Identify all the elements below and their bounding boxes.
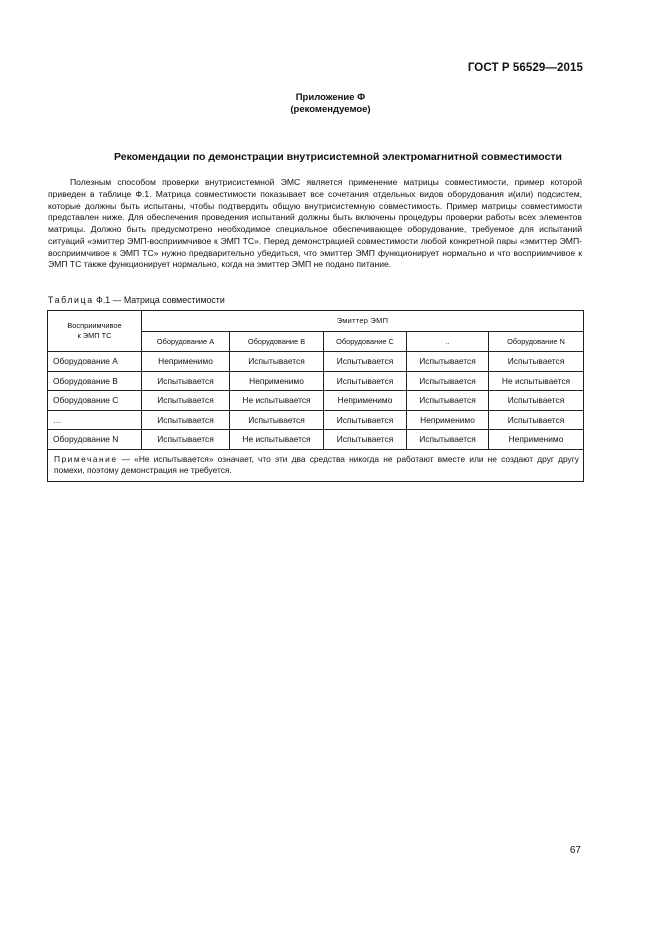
row-header: Оборудование N	[48, 430, 142, 450]
table-caption-text: Ф.1 — Матрица совместимости	[96, 295, 225, 305]
table-cell: Испытывается	[407, 391, 489, 411]
table-cell: Испытывается	[324, 410, 407, 430]
table-cell: Не испытывается	[230, 391, 324, 411]
row-header: Оборудование C	[48, 391, 142, 411]
table-cell: Испытывается	[230, 352, 324, 372]
table-cell: Неприменимо	[407, 410, 489, 430]
table-cell: Не испытывается	[230, 430, 324, 450]
table-row	[48, 391, 584, 411]
table-cell: Не испытывается	[489, 371, 584, 391]
note-label: Примечание	[54, 453, 118, 464]
table-cell: Испытывается	[142, 410, 230, 430]
column-header: Оборудование B	[230, 331, 324, 352]
row-header: Оборудование B	[48, 371, 142, 391]
table-note-row	[48, 449, 584, 481]
table-cell: Испытывается	[489, 391, 584, 411]
column-header: Оборудование C	[324, 331, 407, 352]
corner-header	[48, 311, 142, 352]
table-cell: Неприменимо	[489, 430, 584, 450]
row-header: Оборудование A	[48, 352, 142, 372]
table-caption	[48, 295, 225, 305]
page-number: 67	[569, 845, 581, 856]
table-header-row	[48, 311, 584, 332]
table-cell: Испытывается	[324, 371, 407, 391]
column-header: Оборудование A	[142, 331, 230, 352]
table-row	[48, 430, 584, 450]
note-text: — «Не испытывается» означает, что эти два средства никогда не работают вместе или не создают друг другу помехи, поэтому демонстрация не требуется.	[54, 453, 579, 475]
table-cell: Испытывается	[489, 352, 584, 372]
table-row	[48, 410, 584, 430]
table-cell: Испытывается	[142, 430, 230, 450]
table-cell: Неприменимо	[324, 391, 407, 411]
table-cell: Испытывается	[230, 410, 324, 430]
standard-code: ГОСТ Р 56529—2015	[467, 62, 583, 74]
section-heading: Рекомендации по демонстрации внутрисистемной электромагнитной совместимости	[113, 151, 563, 163]
emitter-group-header: Эмиттер ЭМП	[142, 311, 584, 332]
annex-title-block	[0, 92, 661, 116]
row-header: …	[48, 410, 142, 430]
annex-title: Приложение Ф	[295, 92, 366, 103]
table-row	[48, 352, 584, 372]
compatibility-matrix-table	[47, 310, 584, 482]
corner-header-line2: к ЭМП ТС	[77, 331, 112, 340]
table-cell: Испытывается	[142, 371, 230, 391]
table-cell: Испытывается	[407, 371, 489, 391]
table-cell: Неприменимо	[142, 352, 230, 372]
table-cell: Испытывается	[407, 352, 489, 372]
table-cell: Испытывается	[324, 352, 407, 372]
table-note	[48, 449, 584, 481]
table-cell: Испытывается	[324, 430, 407, 450]
table-cell: Испытывается	[407, 430, 489, 450]
table-cell: Неприменимо	[230, 371, 324, 391]
column-header: Оборудование N	[489, 331, 584, 352]
column-header: ..	[407, 331, 489, 352]
corner-header-line1: Восприимчивое	[67, 321, 122, 330]
table-cell: Испытывается	[142, 391, 230, 411]
table-caption-label: Таблица	[48, 295, 94, 305]
table-row	[48, 371, 584, 391]
body-paragraph: Полезным способом проверки внутрисистемной ЭМС является применение матрицы совместимости, пример которой приведен в таблице Ф.1. Матрица совместимости показывает все сочетания отдельных видов оборудования и(или) подсистем, которые должны быть испытаны, чтобы подтвердить общую внутрисистемную совместимость. Пример матрицы совместимости представлен ниже. Для обеспечения проведения испытаний должны быть включены процедуры проверки работы всех элементов матрицы. Должно быть предусмотрено необходимое специальное обеспечивающее оборудование, требуемое для испытаний ситуаций «эмиттер ЭМП-восприимчивое к ЭМП ТС». Перед демонстрацией совместимости любой конкретной пары «эмиттер ЭМП-восприимчивое к ЭМП ТС» нужно предварительно убедиться, что эмиттер ЭМП функционирует нормально и что восприимчивое к ЭМП ТС также функционирует нормально, когда на эмиттер ЭМП не подано питание.	[48, 177, 582, 270]
table-cell: Испытывается	[489, 410, 584, 430]
annex-status: (рекомендуемое)	[290, 104, 371, 115]
